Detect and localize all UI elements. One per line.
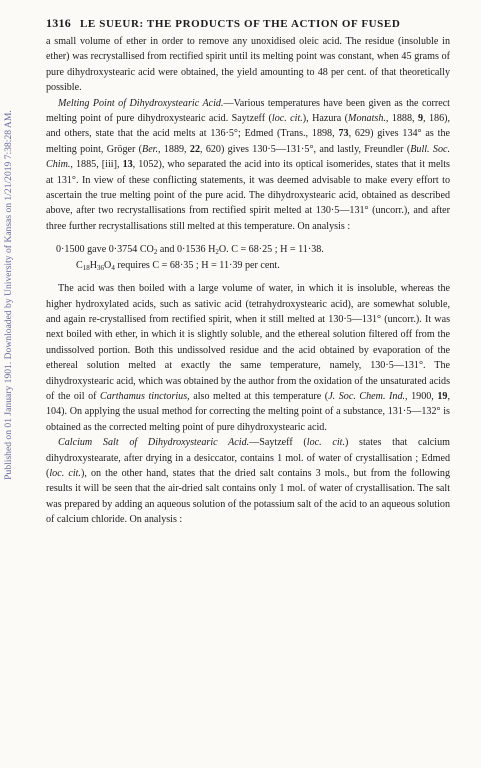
download-notice-link[interactable]: Published on 01 January 1901. Downloaded by University of Kansas on 1/21/2019 7:38:28 AM. xyxy=(3,110,14,480)
paragraph-melting-point: Melting Point of Dihydroxystearic Acid.—Various temperatures have been given as the correct melting point of pure dihydroxystearic acid. Saytzeff (loc. cit.), Hazura (Monatsh., 1888, 9, 186), and others, state that the acid melts at 136·5°; Edmed (Trans., 1898, 73, 629) gives 134° as the melting point, Gröger (Ber., 1889, 22, 620) gives 130·5—131·5°, and lastly, Freundler (Bull. Soc. Chim., 1885, [iii], 13, 1052), who separated the acid into its optical isomerides, states that it melts at 131°. In view of these conflicting statements, it was deemed advisable to make every effort to ascertain the true melting point of the pure acid. The dihydroxystearic acid, obtained as described above, after two recrystallisations from rectified spirit melted at 130·5—131° (uncorr.), and after three further recrystallisations still melted at this temperature. On analysis : xyxy=(46,97,451,232)
paragraph-calcium-salt: Calcium Salt of Dihydroxystearic Acid.—Saytzeff (loc. cit.) states that calcium dihydroxystearate, after drying in a desiccator, contains 1 mol. of water of crystallisation ; Edmed (loc. cit.), on the other hand, states that the dried salt contains 3 mols., but from the following results it will be seen that the air-dried salt contains only 1 mol. of water of crystallisation. The salt was prepared by adding an aqueous solution of the potassium salt of the acid to an aqueous solution of calcium chloride. On analysis : xyxy=(46,437,450,526)
analysis-requires-line: $C_{18}H_{36}O_4$ requires C = 68·35 ; H = 11·39 per cent. xyxy=(76,259,280,272)
running-header xyxy=(46,12,450,34)
page-number: 1316 xyxy=(46,16,71,30)
paragraph-recrystallisation: The acid was then boiled with a large volume of water, in which it is insoluble, whereas the higher hydroxylated acids, such as sativic acid (tetrahydroxystearic acid), are somewhat soluble, and again re-crystallised from rectified spirit, when it still melted at 130·5—131° (uncorr.). It was next boiled with ether, in which it is slightly soluble, and the ethereal solution filtered off from the undissolved portion. Both this undissolved residue and the acid obtained by evaporation of the ethereal solution melted at exactly the same temperature, namely, 130·5—131°. The dihydroxystearic acid, which was obtained by the author from the oxidation of the unsaturated acids of the oil of Carthamus tinctorius, also melted at this temperature (J. Soc. Chem. Ind., 1900, 19, 104). On applying the usual method for correcting the melting point of a substance, 131·5—132° is obtained as the corrected melting point of pure dihydroxystearic acid. xyxy=(46,283,450,433)
download-notice[interactable] xyxy=(1,0,17,635)
analysis-result-line: 0·1500 gave 0·3754 $CO_2$ and 0·1536 $H_2O$. C = 68·25 ; H = 11·38. xyxy=(56,244,324,257)
paragraph-yield: a small volume of ether in order to remove any unoxidised oleic acid. The residue (insoluble in ether) was recrystallised from rectified spirit until its melting point was constant, when 45 grams of pure dihydroxystearic acid were obtained, the yield amounting to 48 per cent. of that theoretically possible. xyxy=(46,36,450,94)
journal-page xyxy=(46,12,450,528)
section-heading-calcium-salt: Calcium Salt of Dihydroxystearic Acid. xyxy=(58,437,250,449)
running-title: LE SUEUR: THE PRODUCTS OF THE ACTION OF FUSED xyxy=(80,18,401,30)
section-heading-melting-point: Melting Point of Dihydroxystearic Acid. xyxy=(58,97,224,109)
